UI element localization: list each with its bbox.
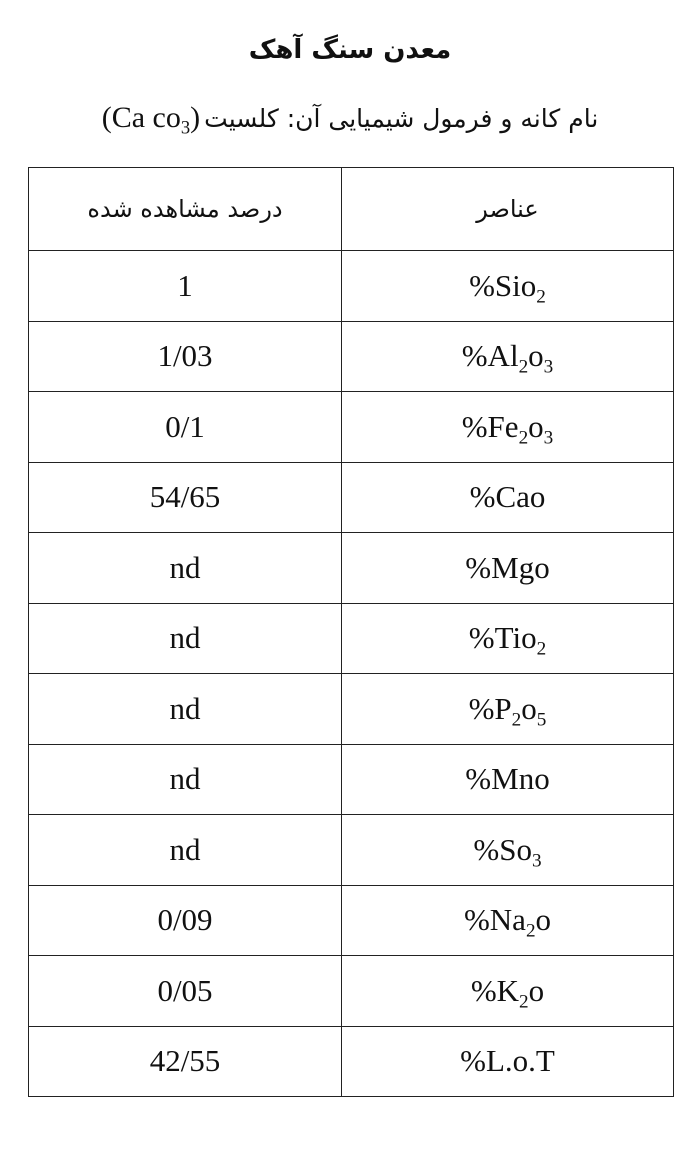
table-row: [29, 533, 674, 604]
element-formula: %Mgo: [465, 549, 550, 585]
percent-value: 54/65: [149, 479, 221, 515]
percent-value: 0/09: [157, 902, 213, 938]
mineral-name-label: نام کانه و فرمول شیمیایی آن: کلسیت: [204, 104, 599, 133]
table-row: [29, 885, 674, 956]
percent-value-cell: [29, 1026, 342, 1097]
element-cell: [342, 956, 674, 1027]
element-cell: [342, 392, 674, 463]
percent-value-cell: [29, 956, 342, 1027]
percent-value-cell: [29, 744, 342, 815]
mineral-formula-line: [0, 96, 700, 149]
element-cell: [342, 462, 674, 533]
element-cell: [342, 603, 674, 674]
percent-value: nd: [169, 549, 201, 585]
element-cell: [342, 674, 674, 745]
table-row: [29, 744, 674, 815]
element-formula: $\%Fe_2o_3$: [461, 408, 554, 449]
percent-value-cell: [29, 674, 342, 745]
element-cell: [342, 533, 674, 604]
element-formula: $\%So_3$: [473, 831, 542, 872]
element-formula: %Tio$_2$: [468, 620, 547, 660]
page-title: معدن سنگ آهک: [248, 35, 452, 65]
element-formula: $\%P_2o_5$: [468, 690, 547, 731]
table-row: [29, 956, 674, 1027]
table-row: [29, 603, 674, 674]
element-formula: $\%K_2o$: [470, 972, 545, 1013]
element-formula: %Mno: [465, 761, 550, 797]
percent-value: 0/05: [157, 972, 213, 1008]
percent-value-cell: [29, 603, 342, 674]
percent-value-cell: [29, 885, 342, 956]
element-cell: [342, 1026, 674, 1097]
element-formula: $\%Na_2o$: [463, 902, 552, 942]
element-cell: [342, 885, 674, 956]
element-cell: [342, 744, 674, 815]
header-percent-observed: درصد مشاهده شده: [29, 168, 342, 251]
percent-value: nd: [169, 761, 201, 797]
percent-value: nd: [169, 831, 201, 867]
table-row: [29, 321, 674, 392]
table-row: [29, 462, 674, 533]
percent-value-cell: [29, 462, 342, 533]
percent-value-cell: [29, 251, 342, 322]
percent-value: 1: [177, 267, 193, 303]
element-formula: %Cao: [469, 479, 546, 515]
element-formula: %L.o.T: [460, 1043, 555, 1079]
chemical-formula: (Ca $co_3$): [101, 101, 201, 139]
element-formula: $\%Al_2o_3$: [461, 338, 554, 378]
percent-value: 42/55: [149, 1043, 221, 1079]
percent-value: nd: [169, 690, 201, 726]
table-row: [29, 251, 674, 322]
percent-value: nd: [169, 620, 201, 656]
header-elements: عناصر: [342, 168, 674, 251]
element-cell: [342, 251, 674, 322]
percent-value-cell: [29, 392, 342, 463]
table-row: [29, 674, 674, 745]
percent-value-cell: [29, 815, 342, 886]
element-formula: %Sio$_2$: [469, 267, 546, 308]
percent-value-cell: [29, 321, 342, 392]
table-row: [29, 1026, 674, 1097]
element-cell: [342, 321, 674, 392]
percent-value: 1/03: [157, 338, 213, 374]
element-cell: [342, 815, 674, 886]
percent-value-cell: [29, 533, 342, 604]
table-row: [29, 815, 674, 886]
percent-value: 0/1: [165, 408, 205, 444]
table-header-row: [29, 168, 674, 251]
composition-table: [28, 167, 674, 1097]
table-row: [29, 392, 674, 463]
